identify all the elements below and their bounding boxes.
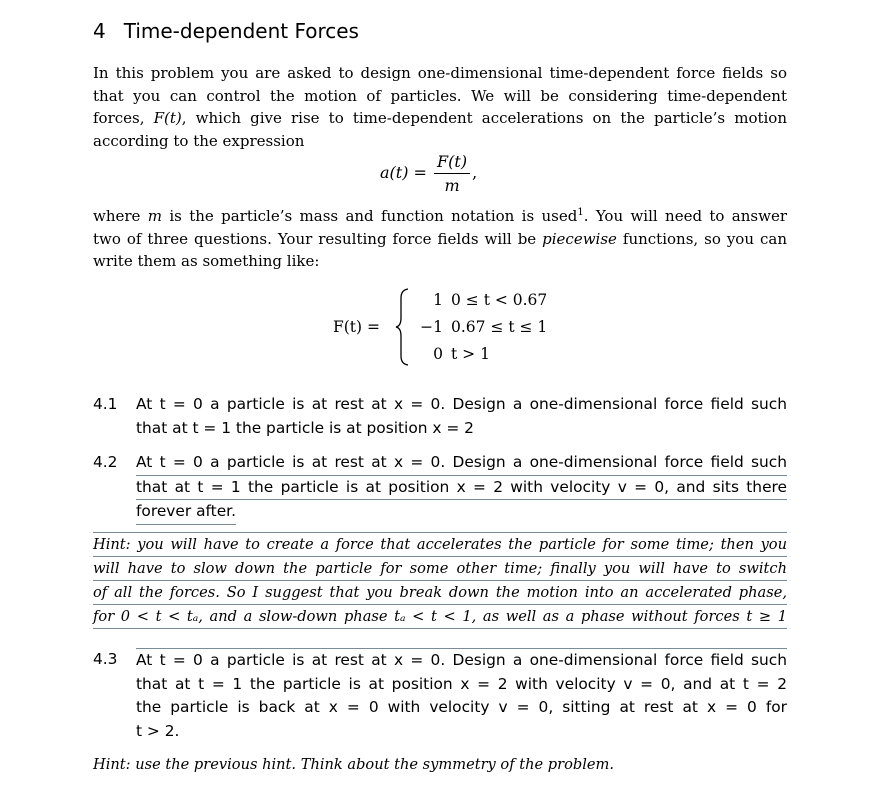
- piecewise-lhs: F(t) =: [333, 318, 380, 336]
- text-span: where: [93, 207, 148, 225]
- section-number: 4: [93, 19, 106, 43]
- text-line: that at t = 1 the particle is at position x = 2: [136, 418, 474, 437]
- hint-line: Hint: you will have to create a force that accelerates the particle for some time; then you: [93, 532, 787, 557]
- emphasis-piecewise: piecewise: [542, 229, 617, 248]
- fraction-denominator: m: [444, 176, 460, 195]
- text-span: functions, so you can: [616, 229, 787, 248]
- text-line: At t = 0 a particle is at rest at x = 0. Design a one-dimensional force field such: [136, 648, 787, 673]
- text-line: [93, 202, 787, 228]
- piecewise-condition: 0.67 ≤ t ≤ 1: [451, 318, 548, 336]
- piecewise-value: 1: [433, 291, 443, 309]
- text-span: is the particle’s mass and function notation is used: [162, 207, 578, 225]
- text-line: forever after.: [136, 500, 236, 525]
- text-line: t > 2.: [136, 721, 180, 740]
- footnote-marker: 1: [577, 207, 584, 218]
- section-title: Time-dependent Forces: [123, 19, 359, 43]
- text-span: , which give rise to time-dependent accelerations on the particle’s motion: [181, 109, 787, 128]
- fraction: [434, 152, 470, 195]
- text-line: that you can control the motion of particles. We will be considering time-dependent: [93, 86, 787, 105]
- text-line: that at t = 1 the particle is at position x = 2 with velocity v = 0, and at t = 2: [136, 674, 787, 693]
- equation-comma: ,: [472, 163, 478, 182]
- question-4-3: [93, 648, 787, 743]
- acceleration-equation: [380, 152, 477, 195]
- question-text: [136, 648, 787, 743]
- piecewise-value: 0: [433, 345, 443, 363]
- section-heading: [93, 19, 359, 43]
- text-line: the particle is back at x = 0 with velocity v = 0, sitting at rest at x = 0 for: [136, 698, 787, 716]
- math-inline: F(t): [153, 109, 182, 128]
- equation-lhs: a(t) =: [380, 163, 427, 182]
- text-span: two of three questions. Your resulting force fields will be: [93, 229, 543, 248]
- question-text: [136, 393, 787, 440]
- question-label: 4.3: [93, 650, 118, 668]
- question-label: 4.1: [93, 395, 118, 413]
- hint-line: Hint: use the previous hint. Think about the symmetry of the problem.: [93, 756, 615, 773]
- left-brace-icon: [395, 288, 411, 366]
- question-text: [136, 451, 787, 525]
- intro-paragraph-2: [93, 202, 787, 273]
- text-line: At t = 0 a particle is at rest at x = 0. Design a one-dimensional force field such: [136, 395, 787, 413]
- hint-line: for 0 < t < tₐ, and a slow-down phase tₐ < t < 1, as well as a phase without forces t ≥ 1: [93, 605, 787, 629]
- text-span: . You will need to answer: [583, 207, 787, 225]
- text-line: In this problem you are asked to design one-dimensional time-dependent force fields so: [93, 64, 787, 82]
- text-line: [93, 107, 787, 130]
- text-line: At t = 0 a particle is at rest at x = 0. Design a one-dimensional force field such: [136, 453, 787, 471]
- text-line: that at t = 1 the particle is at position x = 2 with velocity v = 0, and sits there: [136, 475, 787, 501]
- hint-line: of all the forces. So I suggest that you break down the motion into an accelerated phase,: [93, 581, 787, 605]
- text-span: forces,: [93, 109, 154, 128]
- intro-paragraph-1: [93, 62, 787, 153]
- piecewise-condition: 0 ≤ t < 0.67: [451, 291, 548, 309]
- text-line: [93, 228, 787, 251]
- text-line: according to the expression: [93, 132, 305, 151]
- question-4-1: [93, 393, 787, 440]
- hint-2: [93, 753, 787, 776]
- text-line: write them as something like:: [93, 252, 320, 271]
- fraction-numerator: F(t): [434, 152, 470, 174]
- math-inline: m: [147, 207, 163, 225]
- question-label: 4.2: [93, 453, 118, 471]
- question-4-2: [93, 451, 787, 525]
- hint-1: [93, 532, 787, 629]
- hint-line: will have to slow down the particle for some other time; finally you will have to switch: [93, 557, 787, 581]
- piecewise-condition: t > 1: [451, 345, 490, 363]
- piecewise-value: −1: [420, 318, 443, 336]
